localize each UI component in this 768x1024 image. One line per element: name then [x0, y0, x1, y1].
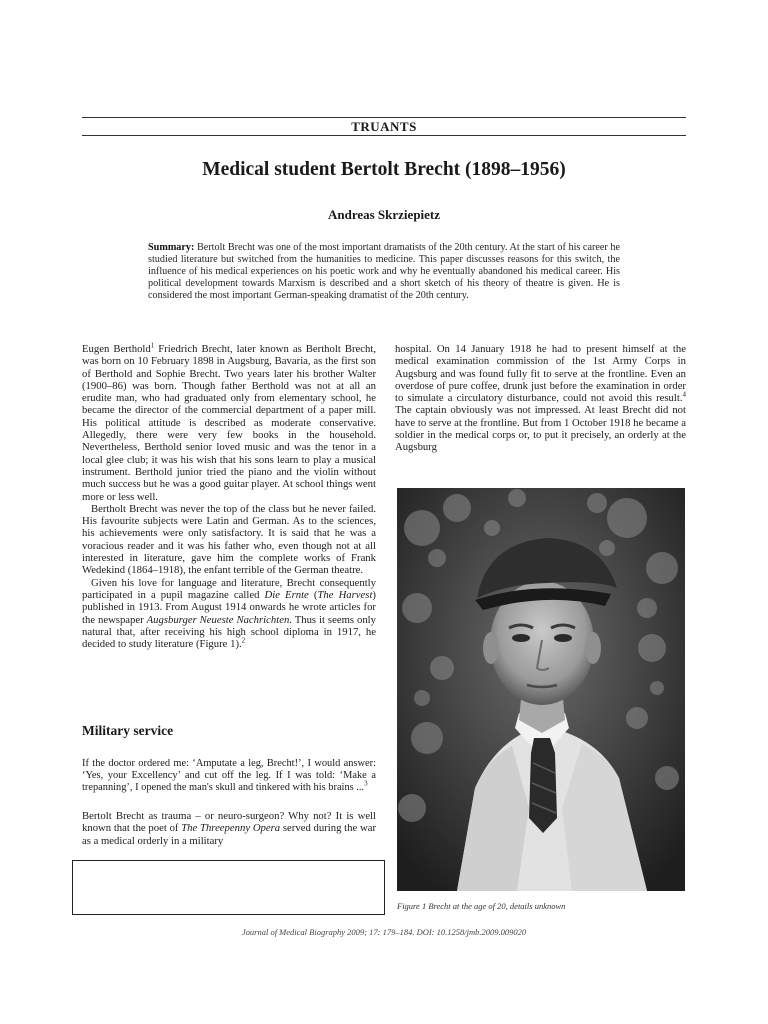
- footnote-ref[interactable]: 3: [364, 779, 368, 788]
- journal-citation: Journal of Medical Biography 2009; 17: 179–184. DOI: 10.1258/jmb.2009.009020: [241, 927, 527, 937]
- left-column: [82, 343, 376, 650]
- empty-box: [72, 860, 385, 915]
- section-rule: [82, 135, 686, 136]
- footnote-ref[interactable]: 2: [241, 636, 246, 645]
- figure-photo: [397, 488, 685, 891]
- right-column: [395, 343, 686, 454]
- abstract: [148, 242, 620, 302]
- abstract-text: Bertolt Brecht was one of the most important dramatists of the 20th century. At the start of his career he studied literature but switched from the humanities to medicine. This paper discusses reasons for this switch, the influence of his medical experiences on his poetic work and why he eventually abandoned his medical career. His political development towards Marxism is described and a short sketch of his theory of theatre is given. He is considered the most important German-speaking dramatist of the 20th century.: [148, 242, 620, 301]
- abstract-label: Summary:: [148, 242, 195, 253]
- footnote-ref[interactable]: 1: [150, 341, 155, 350]
- block-quote: If the doctor ordered me: ‘Amputate a leg, Brecht!’, I would answer: ‘Yes, your Excellency’ and cut off the leg. If I was told: ‘Make a trepanning’, I opened the man's skull and tinkered with his brains ...$^3$: [82, 758, 376, 793]
- paragraph-school: Bertholt Brecht was never the top of the class but he never failed. His favourite subjects were Latin and German. As to the sciences, his achievements were only satisfactory. It is said that he was a voracious reader and it was his father who, even though not at all interested in literature, gave him the complete works of Frank Wedekind (1864–1918), the enfant terrible of the German theatre.: [82, 502, 376, 577]
- article-title: Medical student Bertolt Brecht (1898–1956): [202, 159, 566, 180]
- top-rule: [82, 117, 686, 118]
- paragraph-surgeon: Bertolt Brecht as trauma – or neuro-surgeon? Why not? It is well known that the poet of The Threepenny Opera served during the war as a medical orderly in a military: [82, 810, 377, 847]
- footnote-ref[interactable]: 4: [682, 390, 686, 399]
- section-label: TRUANTS: [351, 119, 417, 134]
- heading-military-service: Military service: [82, 723, 174, 738]
- paragraph-birth: Eugen Berthold$^1$ Friedrich Brecht, later known as Bertholt Brecht, was born on 10 February 1898 in Augsburg, Bavaria, as the first son of Berthold and Sophie Brecht. Two years later his brother Walter (1900–86) was born. Though father Berthold was not at all an erudite man, who had graduated only from elementary school, he became the director of the commercial department of a paper mill. His political attitude is described as moderate conservative. Allegedly, there were very few books in the household. Nevertheless, Berthold senior loved music and was the tenor in a local glee club; it was his wish that his sons learn to play a musical instrument. Berthold junior tried the piano and the violin without much success but he was a good guitar player. At school things went more or less well.: [82, 341, 376, 503]
- paragraph-literature: Given his love for language and literature, Brecht consequently participated in a pupil magazine called Die Ernte (The Harvest) published in 1913. From August 1914 onwards he wrote articles for the newspaper Augsburger Neueste Nachrichten. Thus it seems only natural that, after receiving his high school diploma in 1917, he decided to study literature (Figure 1).$^2$: [82, 576, 376, 651]
- figure-caption: Figure 1 Brecht at the age of 20, details unknown: [397, 901, 566, 911]
- paragraph-hospital: hospital. On 14 January 1918 he had to present himself at the medical examination commission of the 1st Army Corps in Augsburg and was found fully fit to serve at the frontline. Even an overdose of pure coffee, drunk just before the examination in order to simulate a circulatory disturbance, could not avoid this result.$^4$ The captain obviously was not impressed. At least Brecht did not have to serve at the frontline. But from 1 October 1918 he became a soldier in the medical corps or, to put it precisely, an orderly at the Augsburg: [395, 343, 686, 454]
- article-author: Andreas Skrziepietz: [327, 207, 441, 222]
- portrait-photo: [397, 488, 685, 891]
